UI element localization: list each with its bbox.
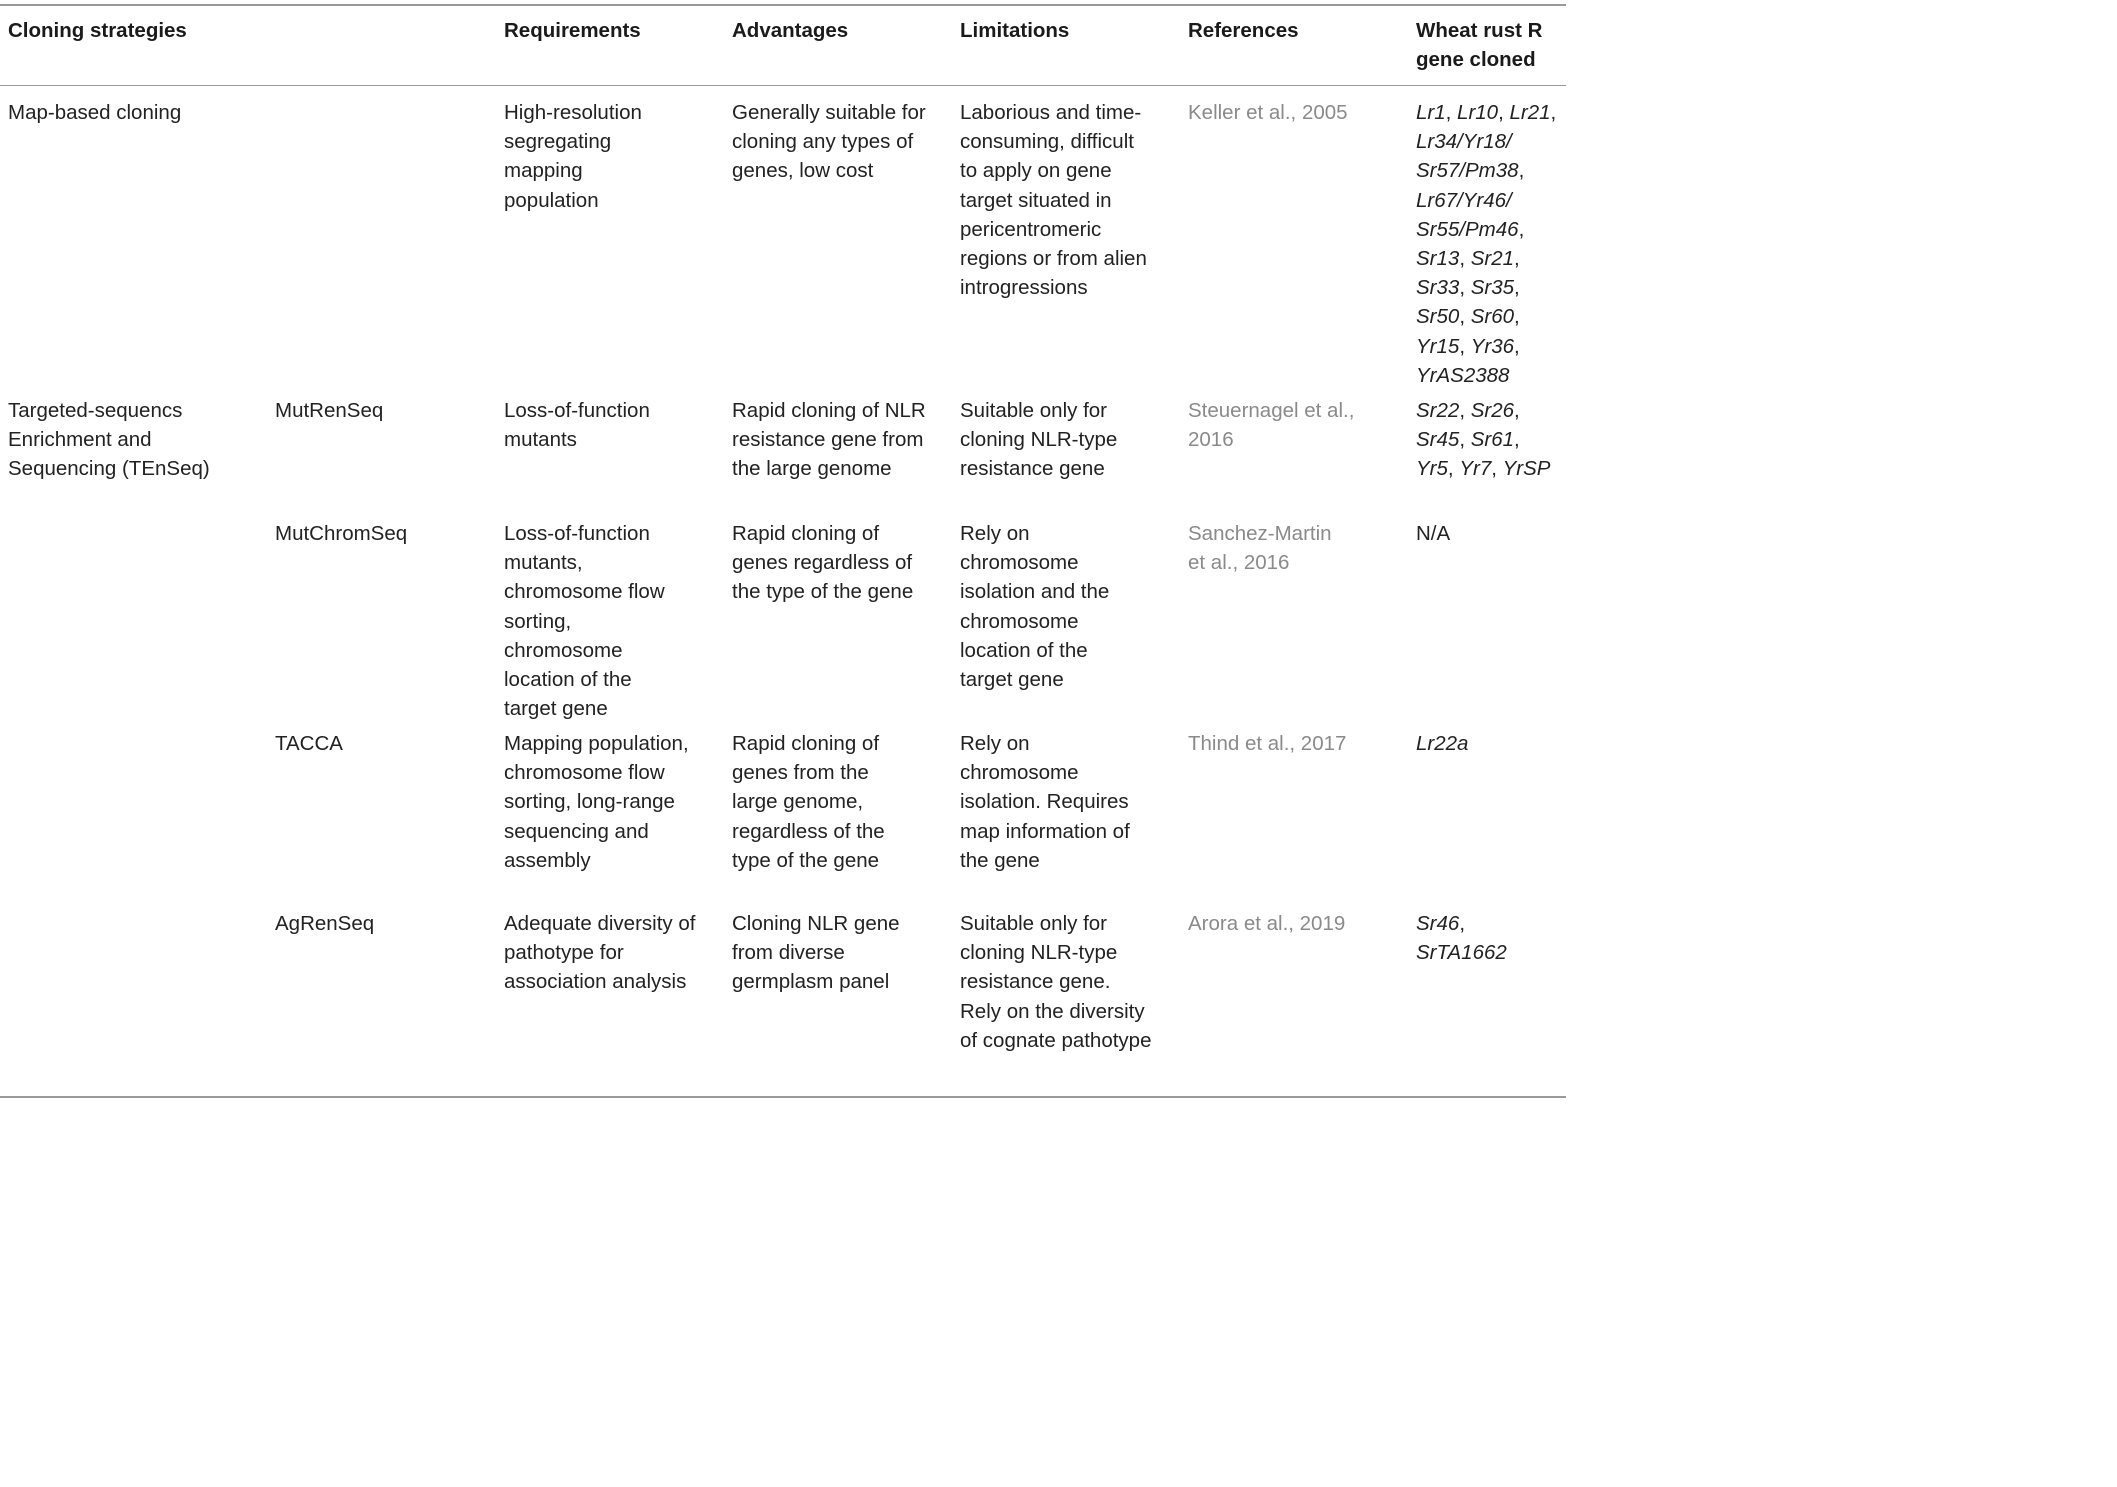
gene-name: Sr35 [1470, 276, 1515, 300]
header-requirements: Requirements [504, 19, 641, 42]
gene-name: Lr21 [1509, 101, 1551, 124]
row-strategy: Targeted-sequencs Enrichment and Sequencing (TEnSeq) [8, 399, 210, 481]
gene-name: Yr5 [1416, 457, 1448, 481]
gene-name: Lr34/Yr18/ Sr57/Pm38 [1416, 130, 1519, 183]
row-advantages: Cloning NLR gene from diverse germplasm panel [732, 912, 900, 994]
row-limitations: Suitable only for cloning NLR-type resistance gene. Rely on the diversity of cognate pathotype [960, 912, 1152, 1052]
row-genes: Sr46, SrTA1662 [1416, 912, 1507, 965]
header-cloning-strategies: Cloning strategies [8, 19, 187, 42]
gene-name: Sr22 [1416, 399, 1460, 422]
row-method: MutRenSeq [275, 399, 384, 422]
header-limitations: Limitations [960, 19, 1070, 42]
row-limitations: Suitable only for cloning NLR-type resistance gene [960, 399, 1118, 481]
gene-name: Lr22a [1416, 732, 1469, 755]
gene-name: Sr50 [1416, 305, 1460, 329]
row-method: MutChromSeq [275, 522, 408, 545]
row-reference: Keller et al., 2005 [1188, 101, 1348, 124]
row-limitations: Rely on chromosome isolation. Requires map information of the gene [960, 732, 1130, 872]
row-requirements: Loss-of-function mutants, chromosome flow sorting, chromosome location of the target gene [504, 522, 665, 721]
gene-name: Sr13 [1416, 247, 1460, 271]
row-requirements: Loss-of-function mutants [504, 399, 650, 452]
gene-name: Lr67/Yr46/ Sr55/Pm46 [1416, 188, 1519, 241]
gene-name: Sr61 [1470, 428, 1515, 452]
header-genes-line-2: gene cloned [1416, 48, 1536, 72]
row-method: AgRenSeq [275, 912, 375, 935]
header-references: References [1188, 19, 1299, 42]
gene-name: Lr1 [1416, 101, 1446, 124]
gene-name: YrSP [1502, 457, 1551, 481]
row-genes: Sr22, Sr26, Sr45, Sr61, Yr5, Yr7, YrSP [1416, 399, 1551, 481]
row-requirements: Mapping population, chromosome flow sorting, long-range sequencing and assembly [504, 732, 689, 872]
row-advantages: Rapid cloning of NLR resistance gene from the large genome [732, 399, 926, 481]
gene-name: Sr21 [1470, 247, 1515, 271]
row-limitations: Rely on chromosome isolation and the chromosome location of the target gene [960, 522, 1110, 692]
row-genes [1416, 729, 1566, 758]
row-requirements: Adequate diversity of pathotype for association analysis [504, 912, 696, 994]
gene-name: SrTA1662 [1416, 941, 1507, 965]
header-genes-cloned [1416, 16, 1566, 74]
row-strategy: Map-based cloning [8, 101, 182, 124]
table-header-rule [0, 85, 1566, 86]
gene-name: Yr36 [1470, 334, 1515, 358]
row-advantages: Generally suitable for cloning any types of genes, low cost [732, 101, 926, 183]
gene-name: Sr60 [1470, 305, 1515, 329]
header-advantages: Advantages [732, 19, 849, 42]
row-genes: Lr1, Lr10, Lr21, Lr34/Yr18/ Sr57/Pm38, Lr67/Yr46/ Sr55/Pm46, Sr13, Sr21, Sr33, Sr35, Sr50, Sr60, Yr15, Yr36, YrAS2388 [1416, 101, 1557, 387]
table-bottom-rule [0, 1096, 1566, 1098]
row-reference: Arora et al., 2019 [1188, 912, 1346, 935]
row-advantages: Rapid cloning of genes from the large genome, regardless of the type of the gene [732, 732, 885, 872]
gene-name: Yr15 [1416, 334, 1460, 358]
gene-name: Sr45 [1416, 428, 1460, 452]
gene-name: Sr46 [1416, 912, 1460, 935]
row-reference: Steuernagel et al., 2016 [1188, 399, 1355, 452]
gene-name: YrAS2388 [1416, 363, 1510, 387]
row-method: TACCA [275, 732, 343, 755]
gene-name: Yr7 [1459, 457, 1492, 481]
row-requirements: High-resolution segregating mapping population [504, 101, 642, 212]
gene-name: Lr10 [1457, 101, 1499, 124]
row-limitations: Laborious and time-consuming, difficult to apply on gene target situated in pericentromeric regions or from alien introgressions [960, 101, 1147, 300]
row-reference: Thind et al., 2017 [1188, 732, 1347, 755]
header-genes-line-1: Wheat rust R [1416, 19, 1543, 42]
gene-name: Sr33 [1416, 276, 1460, 300]
row-advantages: Rapid cloning of genes regardless of the type of the gene [732, 522, 914, 604]
row-reference: Sanchez-Martin et al., 2016 [1188, 522, 1332, 575]
gene-name: Sr26 [1470, 399, 1515, 422]
table-top-rule [0, 4, 1566, 6]
row-genes: N/A [1416, 522, 1451, 545]
